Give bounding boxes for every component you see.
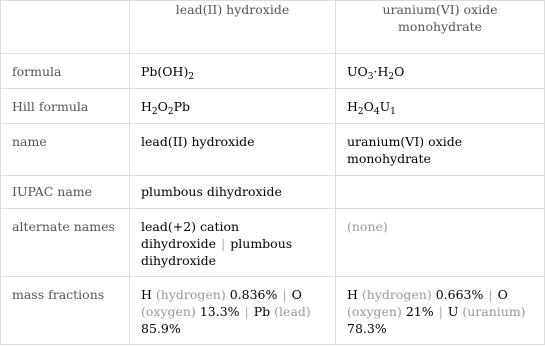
hill-formula-col1 [130,89,336,124]
header-col2: uranium(VI) oxide monohydrate [336,1,545,54]
formula-subscript: 2 [167,107,174,117]
name-col2: uranium(VI) oxide monohydrate [336,124,545,176]
formula-text: O [157,99,168,114]
formula-subscript: 2 [388,72,395,82]
alternate-name: lead(+2) cation dihydroxide [141,219,240,251]
separator: | [282,287,287,302]
row-hill-formula [1,89,545,124]
mass-percent: 0.663% [435,287,484,302]
element-name: (oxygen) [141,304,196,319]
header-row [1,1,545,54]
element-name: (lead) [274,304,311,319]
formula-text: ·H [373,64,389,79]
element-name: (hydrogen) [155,287,226,302]
formula-text: H [141,99,152,114]
formula-text: O [394,64,405,79]
mass-percent: 78.3% [347,321,387,336]
formula-text: U [379,99,391,114]
separator: | [221,236,226,251]
formula-text: Pb [173,99,191,114]
element-name: (hydrogen) [361,287,432,302]
mass-percent: 21% [405,304,434,319]
element-symbol: H [347,287,358,302]
separator: | [488,287,493,302]
iupac-col1: plumbous dihydroxide [130,176,336,209]
row-label: IUPAC name [1,176,130,209]
formula-subscript: 4 [373,107,380,117]
mass-percent: 13.3% [199,304,240,319]
alternate-name: plumbous dihydroxide [141,236,293,268]
element-symbol: O [497,287,508,302]
element-symbol: O [291,287,302,302]
formula-text: Pb(OH) [141,64,189,79]
formula-subscript: 1 [390,107,396,117]
iupac-col2 [336,176,545,209]
alternate-names-col2: (none) [336,209,545,277]
row-label: alternate names [1,209,130,277]
formula-col1 [130,54,336,89]
row-formula [1,54,545,89]
formula-subscript: 2 [188,72,195,82]
element-symbol: H [141,287,152,302]
row-label: Hill formula [1,89,130,124]
separator: | [438,304,443,319]
element-symbol: U [447,304,459,319]
row-iupac-name [1,176,545,209]
separator: | [244,304,249,319]
corner-cell [1,1,130,54]
mass-percent: 85.9% [141,321,181,336]
row-label: name [1,124,130,176]
row-mass-fractions [1,277,545,345]
row-name [1,124,545,176]
formula-text: H [347,99,358,114]
alternate-names-col1 [130,209,336,277]
row-label: formula [1,54,130,89]
hill-formula-col2 [336,89,545,124]
row-alternate-names [1,209,545,277]
element-name: (uranium) [462,304,526,319]
formula-subscript: 2 [151,107,158,117]
element-name: (oxygen) [347,304,402,319]
formula-text: UO [347,64,368,79]
element-symbol: Pb [253,304,271,319]
header-col1: lead(II) hydroxide [130,1,336,54]
formula-text: O [363,99,374,114]
row-label: mass fractions [1,277,130,345]
mass-percent: 0.836% [229,287,278,302]
formula-subscript: 2 [357,107,364,117]
mass-fractions-col2 [336,277,545,345]
mass-fractions-col1 [130,277,336,345]
name-col1: lead(II) hydroxide [130,124,336,176]
formula-subscript: 3 [367,72,374,82]
formula-col2 [336,54,545,89]
